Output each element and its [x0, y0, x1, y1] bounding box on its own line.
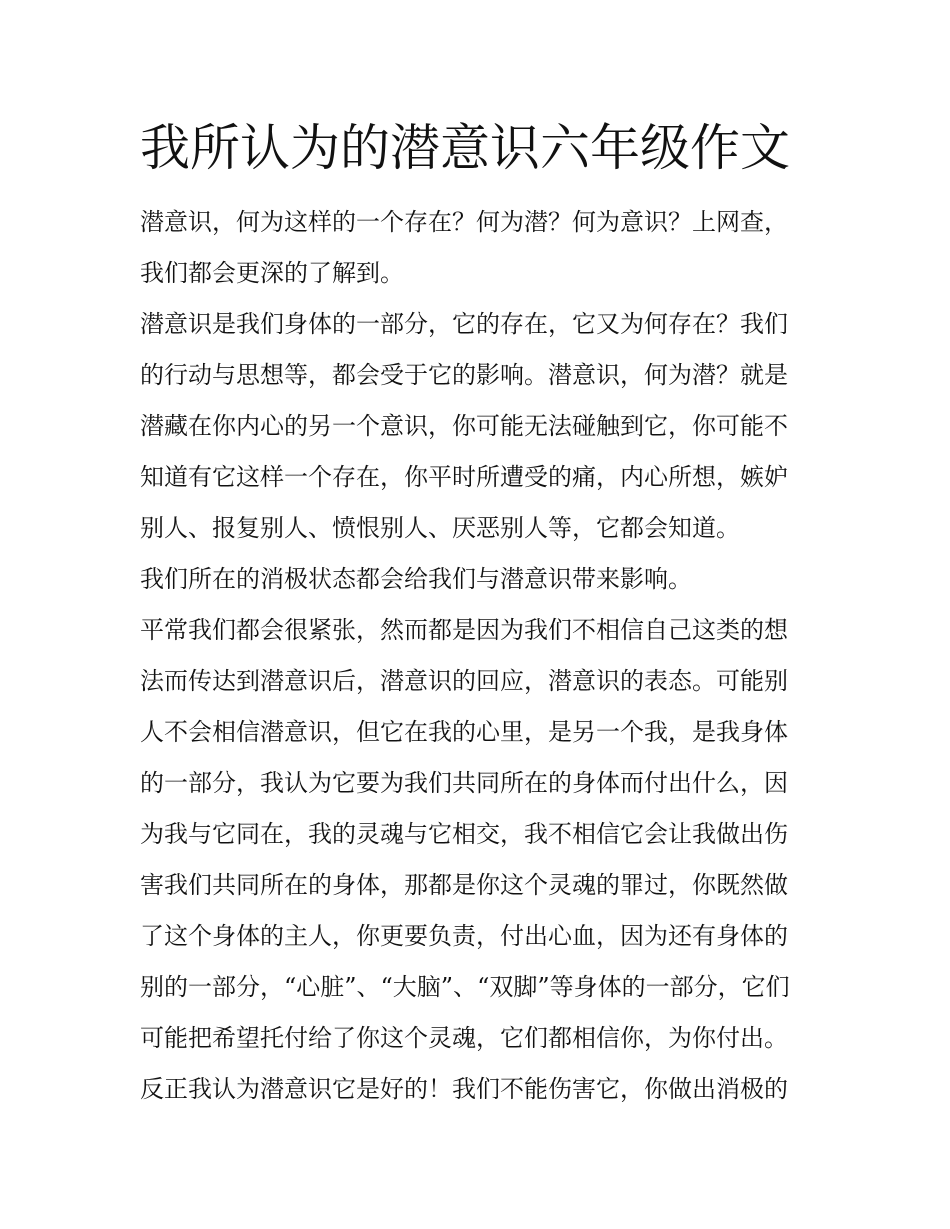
- document-body: [140, 197, 820, 1115]
- body-line: 潜藏在你内心的另一个意识，你可能无法碰触到它，你可能不: [140, 412, 788, 440]
- body-line: 平常我们都会很紧张，然而都是因为我们不相信自己这类的想: [140, 616, 788, 644]
- body-line: 可能把希望托付给了你这个灵魂，它们都相信你，为你付出。: [140, 1024, 788, 1052]
- body-line: 了这个身体的主人，你更要负责，付出心血，因为还有身体的: [140, 922, 788, 950]
- body-line: 知道有它这样一个存在，你平时所遭受的痛，内心所想，嫉妒: [140, 463, 788, 491]
- body-line: 害我们共同所在的身体，那都是你这个灵魂的罪过，你既然做: [140, 871, 788, 899]
- body-line: 别人、报复别人、愤恨别人、厌恶别人等，它都会知道。: [140, 514, 740, 542]
- body-line: 我们都会更深的了解到。: [140, 259, 404, 287]
- body-line: 潜意识是我们身体的一部分，它的存在，它又为何存在？我们: [140, 310, 788, 338]
- body-line: 反正我认为潜意识它是好的！我们不能伤害它，你做出消极的: [140, 1075, 788, 1103]
- body-line: 潜意识，何为这样的一个存在？何为潜？何为意识？上网查，: [140, 208, 788, 236]
- body-line: 的行动与思想等，都会受于它的影响。潜意识，何为潜？就是: [140, 361, 788, 389]
- body-line: 法而传达到潜意识后，潜意识的回应，潜意识的表态。可能别: [140, 667, 788, 695]
- body-line: 人不会相信潜意识，但它在我的心里，是另一个我，是我身体: [140, 718, 788, 746]
- body-line: 我们所在的消极状态都会给我们与潜意识带来影响。: [140, 565, 692, 593]
- body-line: 别的一部分，“心脏”、“大脑”、“双脚”等身体的一部分，它们: [140, 973, 790, 1001]
- body-line: 为我与它同在，我的灵魂与它相交，我不相信它会让我做出伤: [140, 820, 788, 848]
- document-title: 我所认为的潜意识六年级作文: [140, 119, 790, 177]
- body-line: 的一部分，我认为它要为我们共同所在的身体而付出什么，因: [140, 769, 788, 797]
